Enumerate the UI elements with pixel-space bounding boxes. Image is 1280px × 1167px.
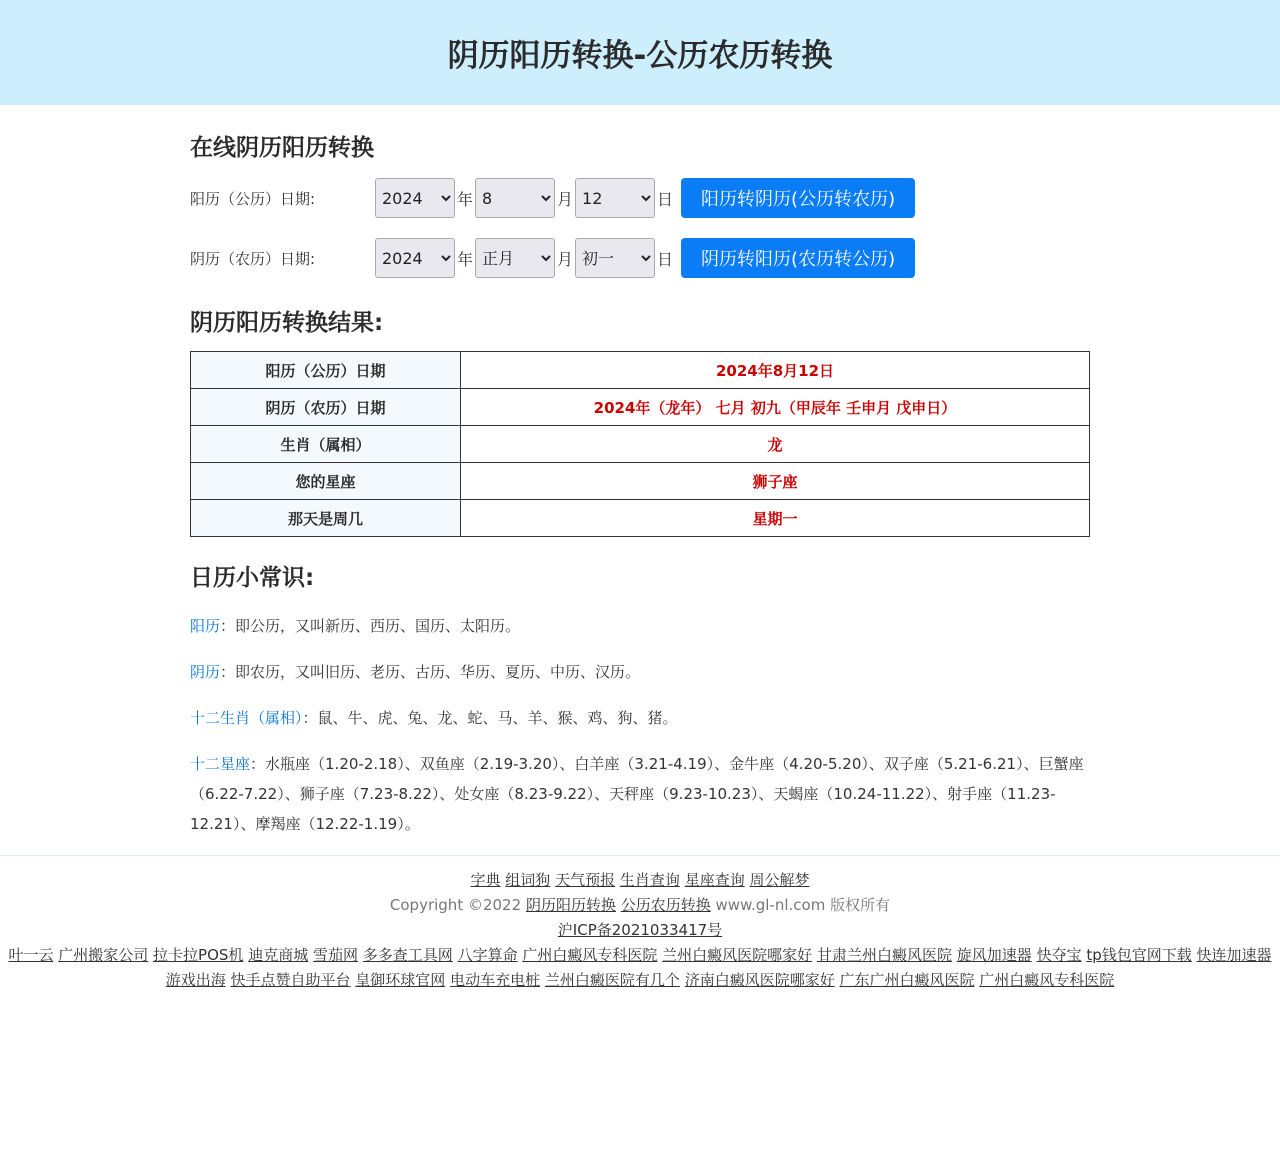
row-key: 那天是周几 <box>191 500 461 537</box>
lunar-year-select[interactable] <box>375 238 455 278</box>
row-value: 星期一 <box>461 500 1090 537</box>
row-value: 龙 <box>461 426 1090 463</box>
footer-link[interactable]: 字典 <box>470 871 501 889</box>
year-unit: 年 <box>457 249 474 269</box>
friend-link[interactable]: 快手点赞自助平台 <box>230 971 351 989</box>
friend-link[interactable]: 叶一云 <box>8 946 54 964</box>
friend-link[interactable]: tp钱包官网下载 <box>1086 946 1192 964</box>
tip-item <box>190 703 1090 733</box>
friend-link[interactable]: 迪克商城 <box>248 946 309 964</box>
friend-link[interactable]: 皇御环球官网 <box>355 971 446 989</box>
tip-item <box>190 657 1090 687</box>
converter-title: 在线阴历阳历转换 <box>190 135 374 161</box>
friend-link[interactable]: 雪茄网 <box>312 946 358 964</box>
month-unit: 月 <box>557 249 574 269</box>
day-unit: 日 <box>657 189 674 209</box>
main-content <box>190 105 1090 839</box>
friend-link[interactable]: 兰州白癜风医院哪家好 <box>662 946 813 964</box>
solar-month-select[interactable] <box>475 178 555 218</box>
footer-link[interactable]: 周公解梦 <box>749 871 810 889</box>
friend-link[interactable]: 甘肃兰州白癜风医院 <box>816 946 952 964</box>
footer-nav <box>0 868 1280 893</box>
lunar-month-select[interactable] <box>475 238 555 278</box>
friend-link[interactable]: 快连加速器 <box>1196 946 1272 964</box>
footer-link[interactable]: 组词狗 <box>505 871 551 889</box>
solar-year-select[interactable] <box>375 178 455 218</box>
solar-to-lunar-button[interactable]: 阳历转阴历(公历转农历) <box>681 178 915 218</box>
footer-link[interactable]: 星座查询 <box>684 871 745 889</box>
friend-link[interactable]: 拉卡拉POS机 <box>153 946 244 964</box>
year-unit: 年 <box>457 189 474 209</box>
table-row <box>191 352 1090 389</box>
friend-link[interactable]: 济南白癜风医院哪家好 <box>684 971 835 989</box>
table-row <box>191 389 1090 426</box>
friend-link[interactable]: 快夺宝 <box>1036 946 1082 964</box>
site-header <box>0 0 1280 105</box>
friend-link[interactable]: 广东广州白癜风医院 <box>839 971 975 989</box>
table-row <box>191 500 1090 537</box>
lunar-day-select[interactable] <box>575 238 655 278</box>
lunar-to-solar-button[interactable]: 阴历转阳历(农历转公历) <box>681 238 915 278</box>
result-table <box>190 351 1090 537</box>
friend-link[interactable]: 兰州白癜医院有几个 <box>544 971 680 989</box>
solar-date-label: 阳历（公历）日期: <box>190 189 316 208</box>
friend-link[interactable]: 旋风加速器 <box>956 946 1032 964</box>
tip-text: ：即农历，又叫旧历、老历、古历、华历、夏历、中历、汉历。 <box>220 663 641 681</box>
row-key: 阳历（公历）日期 <box>191 352 461 389</box>
friend-link[interactable]: 广州白癜风专科医院 <box>522 946 658 964</box>
tip-item <box>190 611 1090 641</box>
tip-term: 十二生肖（属相） <box>190 709 303 727</box>
month-unit: 月 <box>557 189 574 209</box>
site-title: 阴历阳历转换-公历农历转换 <box>447 38 833 74</box>
lunar-date-label: 阴历（农历）日期: <box>190 249 316 268</box>
site-footer <box>0 855 1280 993</box>
row-value: 2024年（龙年） 七月 初九（甲辰年 壬申月 戊申日） <box>461 389 1090 426</box>
result-title: 阴历阳历转换结果: <box>190 310 384 336</box>
table-row <box>191 463 1090 500</box>
lunar-date-row <box>190 238 1090 278</box>
row-value: 狮子座 <box>461 463 1090 500</box>
copyright-prefix: Copyright ©2022 <box>389 896 522 914</box>
friend-link[interactable]: 广州白癜风专科医院 <box>979 971 1115 989</box>
friend-link[interactable]: 电动车充电桩 <box>450 971 541 989</box>
tips-title: 日历小常识: <box>190 565 315 591</box>
row-key: 生肖（属相） <box>191 426 461 463</box>
friend-link[interactable]: 广州搬家公司 <box>58 946 149 964</box>
solar-day-select[interactable] <box>575 178 655 218</box>
tip-text: ：水瓶座（1.20-2.18）、双鱼座（2.19-3.20）、白羊座（3.21-4.19）、金牛座（4.20-5.20）、双子座（5.21-6.21）、巨蟹座（6.22-7.22）、狮子座（7.23-8.22）、处女座（8.23-9.22）、天秤座（9.23-10.23）、天蝎座（10.24-11.22）、射手座（11.23-12.21）、摩羯座（12.22-1.19）。 <box>190 755 1084 833</box>
tip-term: 阴历 <box>190 663 221 681</box>
table-row <box>191 426 1090 463</box>
icp-link[interactable]: 沪ICP备2021033417号 <box>557 921 723 939</box>
footer-link[interactable]: 天气预报 <box>555 871 616 889</box>
friend-link[interactable]: 八字算命 <box>457 946 518 964</box>
row-value: 2024年8月12日 <box>461 352 1090 389</box>
friend-links <box>0 943 1280 993</box>
day-unit: 日 <box>657 249 674 269</box>
friend-link[interactable]: 游戏出海 <box>165 971 226 989</box>
copyright-suffix: www.gl-nl.com 版权所有 <box>715 896 891 914</box>
solar-date-row <box>190 178 1090 218</box>
copyright <box>0 893 1280 918</box>
tip-text: ：即公历，又叫新历、西历、国历、太阳历。 <box>220 617 521 635</box>
copyright-link[interactable]: 阴历阳历转换 <box>525 896 616 914</box>
friend-link[interactable]: 多多查工具网 <box>362 946 453 964</box>
footer-link[interactable]: 生肖查询 <box>619 871 680 889</box>
row-key: 阴历（农历）日期 <box>191 389 461 426</box>
tip-item <box>190 749 1090 839</box>
tip-term: 十二星座 <box>190 755 251 773</box>
tip-text: ：鼠、牛、虎、兔、龙、蛇、马、羊、猴、鸡、狗、猪。 <box>302 709 678 727</box>
copyright-link[interactable]: 公历农历转换 <box>620 896 711 914</box>
row-key: 您的星座 <box>191 463 461 500</box>
tip-term: 阳历 <box>190 617 221 635</box>
